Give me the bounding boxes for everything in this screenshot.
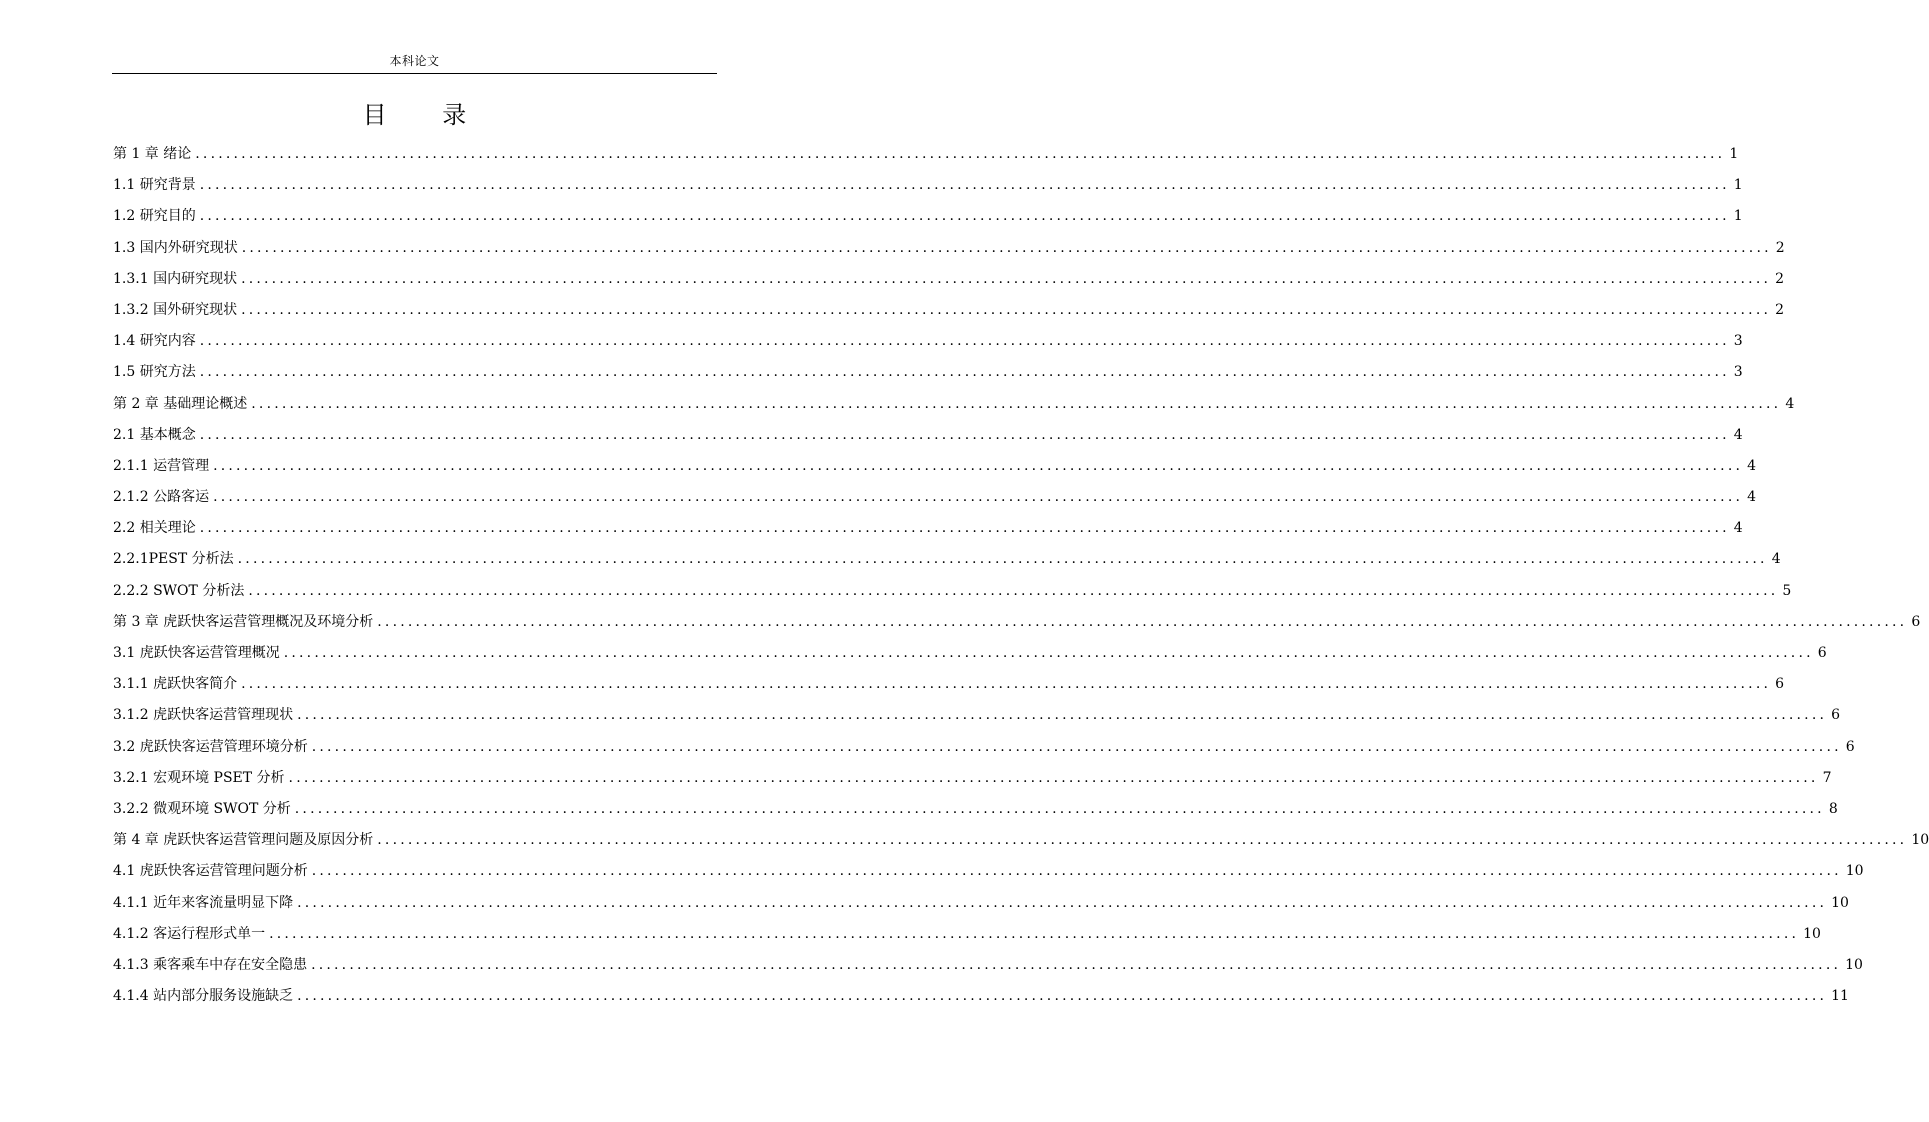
toc-entry[interactable] (113, 451, 1757, 482)
toc-entry[interactable] (113, 544, 1781, 575)
toc-entry-label: 2.1.2 公路客运 (113, 489, 210, 506)
toc-leader-dots: ........................................................................................................................................................................................................ (241, 301, 1772, 318)
toc-entry-label: 第 4 章 虎跃快客运营管理问题及原因分析 (113, 832, 374, 849)
toc-entry-page: 1 (1729, 146, 1739, 162)
toc-leader-dots: ........................................................................................................................................................................................................ (199, 520, 1730, 537)
toc-leader-dots: ........................................................................................................................................................................................................ (199, 208, 1730, 225)
toc-entry[interactable] (113, 326, 1743, 357)
toc-leader-dots: ........................................................................................................................................................................................................ (294, 800, 1825, 817)
toc-entry-label: 2.2.1PEST 分析法 (113, 551, 234, 568)
toc-entry-label: 2.2.2 SWOT 分析法 (113, 582, 245, 599)
toc-entry[interactable] (113, 576, 1792, 607)
toc-entry[interactable] (113, 201, 1743, 232)
toc-leader-dots: ........................................................................................................................................................................................................ (213, 489, 1744, 506)
toc-leader-dots: ........................................................................................................................................................................................................ (311, 738, 1842, 755)
toc-entry[interactable] (113, 389, 1795, 420)
toc-leader-dots: ........................................................................................................................................................................................................ (241, 270, 1772, 287)
toc-entry[interactable] (113, 950, 1863, 981)
toc-entry-label: 3.1.1 虎跃快客简介 (113, 676, 238, 693)
toc-entry-page: 2 (1775, 239, 1785, 256)
toc-entry-page: 2 (1775, 301, 1785, 318)
toc-entry-page: 2 (1775, 270, 1785, 287)
toc-leader-dots: ........................................................................................................................................................................................................ (251, 395, 1782, 412)
toc-entry-page: 8 (1828, 800, 1838, 817)
toc-leader-dots: ........................................................................................................................................................................................................ (297, 707, 1828, 724)
toc-entry-label: 3.1 虎跃快客运营管理概况 (113, 645, 280, 661)
toc-entry-page: 4 (1747, 489, 1757, 506)
toc-entry[interactable] (113, 482, 1757, 513)
toc-entry-page: 11 (1831, 988, 1849, 1005)
toc-entry-page: 6 (1911, 613, 1921, 630)
toc-leader-dots: ........................................................................................................................................................................................................ (213, 457, 1744, 474)
toc-entry[interactable] (113, 264, 1785, 295)
toc-entry-label: 第 2 章 基础理论概述 (113, 395, 248, 412)
toc-entry-label: 4.1 虎跃快客运营管理问题分析 (113, 863, 308, 880)
toc-leader-dots: ........................................................................................................................................................................................................ (195, 146, 1726, 162)
toc-leader-dots: ........................................................................................................................................................................................................ (311, 956, 1842, 973)
table-of-contents (113, 139, 1929, 1012)
toc-entry-label: 3.2.1 宏观环境 PSET 分析 (113, 769, 285, 786)
toc-leader-dots: ........................................................................................................................................................................................................ (377, 832, 1908, 849)
toc-entry-label: 1.3 国内外研究现状 (113, 239, 238, 256)
toc-entry-page: 1 (1733, 208, 1743, 225)
toc-leader-dots: ........................................................................................................................................................................................................ (297, 988, 1828, 1005)
toc-entry-page: 6 (1775, 676, 1785, 693)
toc-leader-dots: ........................................................................................................................................................................................................ (288, 769, 1819, 786)
toc-entry-label: 4.1.3 乘客乘车中存在安全隐患 (113, 956, 308, 973)
toc-leader-dots: ........................................................................................................................................................................................................ (199, 177, 1730, 194)
toc-leader-dots: ........................................................................................................................................................................................................ (241, 239, 1772, 256)
toc-entry-page: 10 (1831, 894, 1849, 911)
toc-entry-page: 1 (1733, 177, 1743, 194)
toc-leader-dots: ........................................................................................................................................................................................................ (237, 551, 1768, 568)
header-rule (112, 73, 717, 74)
toc-entry[interactable] (113, 669, 1785, 700)
toc-entry[interactable] (113, 513, 1743, 544)
toc-entry-label: 4.1.2 客运行程形式单一 (113, 925, 266, 942)
toc-entry-label: 3.2.2 微观环境 SWOT 分析 (113, 800, 291, 817)
toc-entry[interactable] (113, 700, 1841, 731)
toc-entry-label: 1.3.1 国内研究现状 (113, 270, 238, 287)
toc-entry[interactable] (113, 139, 1739, 170)
running-header: 本科论文 (389, 54, 440, 68)
toc-leader-dots: ........................................................................................................................................................................................................ (377, 613, 1908, 630)
toc-entry-page: 3 (1733, 333, 1743, 350)
toc-entry-page: 10 (1911, 832, 1929, 849)
toc-entry-label: 1.3.2 国外研究现状 (113, 301, 238, 318)
page-title: 目 录 (362, 101, 491, 129)
toc-entry-page: 6 (1845, 738, 1855, 755)
toc-entry[interactable] (113, 856, 1864, 887)
toc-entry-page: 3 (1733, 364, 1743, 381)
toc-entry-label: 1.2 研究目的 (113, 208, 196, 225)
toc-entry[interactable] (113, 170, 1743, 201)
toc-entry-label: 第 3 章 虎跃快客运营管理概况及环境分析 (113, 613, 374, 630)
toc-entry-label: 3.2 虎跃快客运营管理环境分析 (113, 738, 308, 755)
toc-entry-page: 10 (1803, 925, 1821, 942)
toc-entry[interactable] (113, 732, 1855, 763)
toc-entry[interactable] (113, 794, 1838, 825)
toc-leader-dots: ........................................................................................................................................................................................................ (248, 582, 1779, 599)
toc-entry[interactable] (113, 420, 1743, 451)
toc-entry-label: 1.1 研究背景 (113, 177, 196, 194)
toc-entry-page: 10 (1845, 863, 1864, 880)
toc-entry-label: 2.1.1 运营管理 (113, 457, 210, 474)
toc-entry-label: 4.1.1 近年来客流量明显下降 (113, 894, 294, 911)
toc-entry[interactable] (113, 919, 1821, 950)
toc-leader-dots: ........................................................................................................................................................................................................ (297, 894, 1828, 911)
toc-entry-label: 3.1.2 虎跃快客运营管理现状 (113, 707, 294, 724)
toc-entry-page: 6 (1831, 707, 1841, 724)
toc-entry[interactable] (113, 357, 1743, 388)
toc-entry-label: 2.2 相关理论 (113, 520, 196, 537)
toc-entry-page: 4 (1771, 551, 1781, 568)
toc-entry-label: 4.1.4 站内部分服务设施缺乏 (113, 988, 294, 1005)
toc-entry[interactable] (113, 888, 1849, 919)
toc-entry[interactable] (113, 295, 1785, 326)
toc-entry-label: 第 1 章 绪论 (113, 146, 192, 162)
toc-entry-label: 1.4 研究内容 (113, 333, 196, 350)
toc-leader-dots: ........................................................................................................................................................................................................ (199, 364, 1730, 381)
toc-leader-dots: ........................................................................................................................................................................................................ (311, 863, 1842, 880)
toc-entry-page: 6 (1817, 645, 1827, 661)
toc-entry-page: 5 (1782, 582, 1792, 599)
toc-entry-page: 4 (1733, 520, 1743, 537)
toc-entry[interactable] (113, 763, 1832, 794)
toc-entry[interactable] (113, 638, 1827, 669)
toc-leader-dots: ........................................................................................................................................................................................................ (269, 925, 1800, 942)
toc-entry-page: 10 (1845, 956, 1863, 973)
toc-entry[interactable] (113, 981, 1849, 1012)
toc-entry-page: 4 (1733, 426, 1743, 443)
toc-entry-page: 7 (1822, 769, 1832, 786)
toc-leader-dots: ........................................................................................................................................................................................................ (241, 676, 1772, 693)
toc-entry-page: 4 (1747, 457, 1757, 474)
toc-entry-page: 4 (1785, 395, 1795, 412)
toc-entry-label: 2.1 基本概念 (113, 426, 196, 443)
toc-leader-dots: ........................................................................................................................................................................................................ (283, 645, 1814, 661)
toc-entry[interactable] (113, 233, 1785, 264)
toc-entry[interactable] (113, 607, 1921, 638)
toc-entry-label: 1.5 研究方法 (113, 364, 196, 381)
toc-leader-dots: ........................................................................................................................................................................................................ (199, 333, 1730, 350)
toc-leader-dots: ........................................................................................................................................................................................................ (199, 426, 1730, 443)
toc-entry[interactable] (113, 825, 1929, 856)
